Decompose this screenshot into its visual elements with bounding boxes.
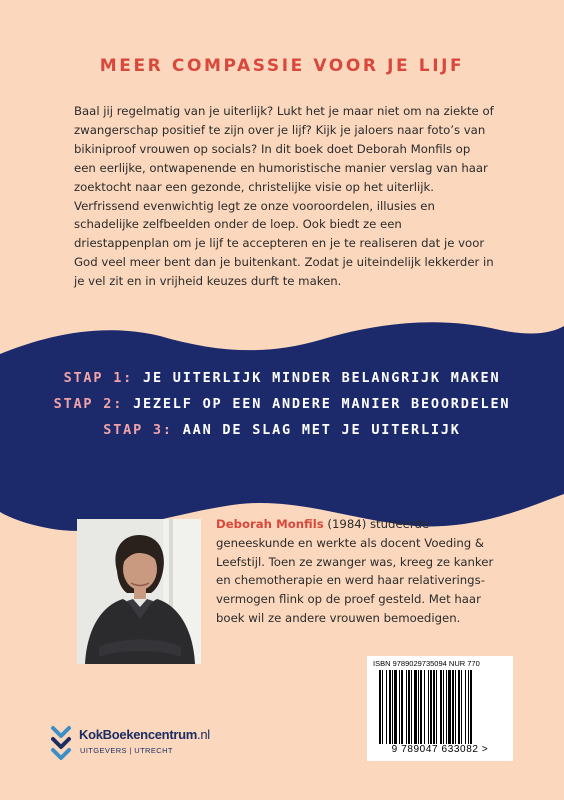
steps-list	[0, 365, 564, 443]
step-text: JEZELF OP EEN ANDERE MANIER BEOORDELEN	[133, 396, 511, 412]
author-photo	[77, 519, 201, 664]
author-name: Deborah Monfils	[216, 517, 324, 531]
author-bio-text: (1984) studeerde geneeskunde en werkte als docent Voeding & Leefstijl. Toen ze zwanger was, kreeg ze kanker en chemotherapie en werd haar relativeringsvermogen flink op de proef gesteld. Met haar boek wil ze andere vrouwen bemoedigen.	[216, 517, 494, 625]
cover-blurb: Baal jij regelmatig van je uiterlijk? Lukt het je maar niet om na ziekte of zwangerschap positief te zijn over je lijf? Kijk je jaloers naar foto’s van bikiniproof vrouwen op socials? In dit boek doet Deborah Monfils op een eerlijke, ontwapenende en humoristische manier verslag van haar zoektocht naar een gezonde, christelijke visie op het uiterlijk. Verfrissend evenwichtig legt ze onze vooroordelen, illusies en schadelijke zelfbeelden onder de loep. Ook biedt ze een driestappenplan om je lijf te accepteren en je te realiseren dat je voor God veel meer bent dan je buitenkant. Zodat je uiteindelijk lekkerder in je vel zit en in vrijheid keuzes durft te maken.	[74, 104, 494, 289]
barcode-box	[367, 656, 513, 761]
author-bio	[216, 515, 498, 628]
publisher-subtitle: UITGEVERS | UTRECHT	[80, 746, 173, 755]
publisher-tld: .nl	[197, 727, 210, 742]
barcode-digits: 9 789047 633082 >	[391, 744, 489, 755]
barcode-icon	[379, 670, 503, 744]
step-label: STAP 3:	[103, 422, 173, 438]
step-text: AAN DE SLAG MET JE UITERLIJK	[182, 422, 461, 438]
publisher-name-text: KokBoekencentrum	[79, 727, 198, 742]
cover-headline: MEER COMPASSIE VOOR JE LIJF	[99, 56, 465, 76]
step-item	[0, 391, 564, 417]
step-item	[0, 417, 564, 443]
step-text: JE UITERLIJK MINDER BELANGRIJK MAKEN	[143, 370, 501, 386]
step-label: STAP 1:	[63, 370, 134, 386]
publisher-name	[79, 727, 210, 742]
step-label: STAP 2:	[53, 396, 124, 412]
kok-boekencentrum-logo-icon	[48, 722, 74, 762]
step-item	[0, 365, 564, 391]
isbn-label: ISBN 9789029735094 NUR 770	[373, 659, 480, 668]
